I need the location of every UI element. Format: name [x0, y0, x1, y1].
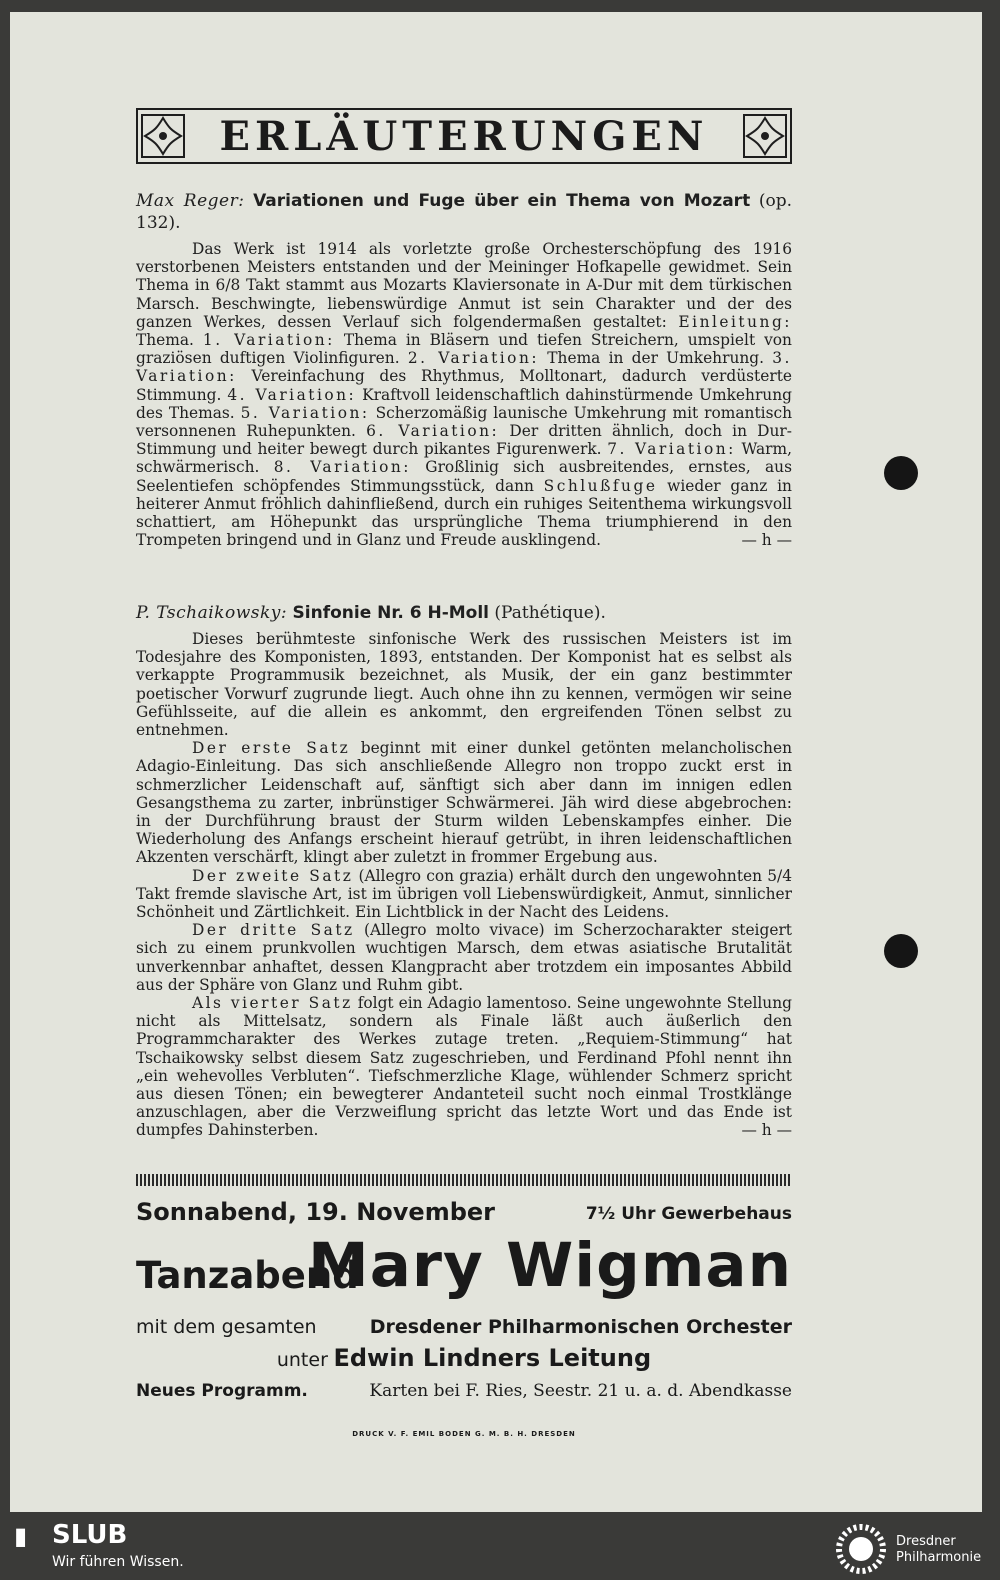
event-performer: Mary Wigman: [308, 1230, 792, 1301]
tschaikowsky-section: [136, 602, 792, 1140]
ornament-right-icon: [740, 110, 790, 162]
footer-bar: [0, 1518, 1000, 1580]
reger-composer: Max Reger:: [136, 191, 245, 211]
slub-label: SLUB: [52, 1520, 128, 1550]
ornament-left-icon: [138, 110, 188, 162]
satz-2-paragraph: Der zweite Satz (Allegro con grazia) erhält durch den ungewohnten 5/4 Takt fremde slavische Art, ist im übrigen voll Liebenswürdigkeit, Anmut, sinnlicher Schönheit und Zärtlichkeit. Ein Lichtblick in der Nacht des Leidens.: [136, 866, 792, 922]
reger-opus: (op. 132).: [136, 191, 792, 233]
punch-hole-top: [884, 456, 918, 490]
reger-heading: [136, 190, 792, 234]
philharmonie-label-2: Philharmonie: [896, 1550, 982, 1565]
program-note: Neues Programm.: [136, 1381, 308, 1401]
satz-4-paragraph: Als vierter Satz folgt ein Adagio lamentoso. Seine ungewohnte Stellung nicht als Mittelsatz, sondern als Finale läßt auch äußerlich den Programmcharakter des Werkes zutage treten. „Requiem-Stimmung“ hat Tschaikowsky selbst diesem Satz zugeschrieben, und Ferdinand Pfohl nennt ihn „ein wehevolles Verbluten“. Tiefschmerzliche Klage, wühlender Schmerz spricht aus diesen Tönen; ein bewegterer Andanteteil sucht noch einmal Trostklänge anzuschlagen, aber die Verzweiflung spricht das letzte Wort und das Ende ist dumpfes Dahinsterben. — h —: [136, 994, 792, 1140]
conductor-line: [136, 1344, 792, 1378]
philharmonie-label-1: Dresdner: [896, 1534, 956, 1549]
event-title-line: [136, 1230, 792, 1314]
tschaikowsky-signature: — h —: [741, 1121, 792, 1140]
slub-slogan: Wir führen Wissen.: [52, 1554, 184, 1570]
tschaikowsky-subtitle: (Pathétique).: [494, 603, 606, 623]
ticket-info: Karten bei F. Ries, Seestr. 21 u. a. d. Abendkasse: [369, 1381, 792, 1401]
reger-section: [136, 190, 792, 549]
event-date-line: [136, 1198, 792, 1232]
punch-hole-bottom: [884, 934, 918, 968]
tickets-line: [136, 1381, 792, 1405]
tschaikowsky-intro: Dieses berühmteste sinfonische Werk des russischen Meisters ist im Todesjahre des Komponisten, 1893, entstanden. Der Komponist hat es selbst als verkappte Programmusik bezeichnet, als Musik, der ein ganz bestimmter poetischer Vorwurf zugrunde liegt. Auch ohne ihn zu kennen, vermögen wir seine Gefühlsseite, auf die allein es ankommt, den ergreifenden Tönen selbst zu entnehmen.: [136, 630, 792, 740]
orchestra-prefix: mit dem gesamten: [136, 1316, 317, 1338]
philharmonie-logo-icon: [834, 1522, 888, 1576]
event-time-venue: 7½ Uhr Gewerbehaus: [585, 1204, 792, 1224]
printer-imprint: DRUCK V. F. EMIL BODEN G. M. B. H. DRESDEN: [352, 1430, 576, 1438]
slub-logo-icon: ▮: [14, 1522, 28, 1550]
tschaikowsky-work: Sinfonie Nr. 6 H-Moll: [292, 603, 490, 623]
event-date: Sonnabend, 19. November: [136, 1198, 496, 1226]
reger-signature: — h —: [741, 531, 792, 550]
orchestra-name: Dresdener Philharmonischen Orchester: [369, 1316, 792, 1338]
divider-rule: [136, 1174, 792, 1186]
tschaikowsky-heading: [136, 602, 792, 624]
event-tanzabend: Tanzabend: [136, 1254, 359, 1297]
satz-1-paragraph: Der erste Satz beginnt mit einer dunkel getönten melancholischen Adagio-Einleitung. Das sich anschließende Allegro non troppo zuckt erst in schmerzlicher Leidenschaft auf, sänftigt sich aber dann im innigen edlen Gesangsthema zu zarter, inbrünstiger Schwärmerei. Jäh wird diese abgebrochen: in der Durchführung braust der Sturm wilden Lebenskampfes einher. Die Wiederholung des Anfangs erscheint hierauf getrübt, in ihren leidenschaftlichen Akzenten verschärft, klingt aber zuletzt in frommer Ergebung aus.: [136, 739, 792, 867]
conductor-prefix: unter: [276, 1349, 328, 1371]
page-title: ERLÄUTERUNGEN: [219, 112, 709, 160]
reger-work: Variationen und Fuge über ein Thema von Mozart: [253, 191, 751, 211]
conductor-name: Edwin Lindners Leitung: [333, 1344, 652, 1372]
satz-3-paragraph: Der dritte Satz (Allegro molto vivace) im Scherzocharakter steigert sich zu einem prunkvollen wuchtigen Marsch, dem etwas asiatische Brutalität unverkennbar anhaftet, dessen Klangpracht aber trotzdem ein imposantes Abbild aus der Sphäre von Glanz und Ruhm gibt.: [136, 921, 792, 994]
orchestra-line: [136, 1316, 792, 1342]
reger-paragraph: Das Werk ist 1914 als vorletzte große Orchesterschöpfung des 1916 verstorbenen Meisters entstanden und der Meininger Hofkapelle gewidmet. Sein Thema in 6/8 Takt stammt aus Mozarts Klaviersonate in A-Dur mit dem türkischen Marsch. Beschwingte, liebenswürdige Anmut ist sein Charakter und der des ganzen Werkes, dessen Verlauf sich folgendermaßen gestaltet: Einleitung: Thema. 1. Variation: Thema in Bläsern und tiefen Streichern, umspielt von graziösen duftigen Violinfiguren. 2. Variation: Thema in der Umkehrung. 3. Variation: Vereinfachung des Rhythmus, Molltonart, dadurch verdüsterte Stimmung. 4. Variation: Kraftvoll leidenschaftlich dahinstürmende Umkehrung des Themas. 5. Variation: Scherzomäßig launische Umkehrung mit romantisch versonnenen Ruhepunkten. 6. Variation: Der dritten ähnlich, doch in Dur-Stimmung und heiter bewegt durch pikantes Figurenwerk. 7. Variation: Warm, schwärmerisch. 8. Variation: Großlinig sich ausbreitendes, ernstes, aus Seelentiefen schöpfendes Stimmungsstück, dann Schlußfuge wieder ganz in heiterer Anmut fröhlich dahinfließend, durch ein ruhiges Seitenthema wirkungsvoll schattiert, am Höhepunkt das ursprüngliche Thema triumphierend in den Trompeten bringend und in Glanz und Freude ausklingend. — h —: [136, 240, 792, 550]
tschaikowsky-composer: P. Tschaikowsky:: [136, 603, 288, 623]
header-box: [136, 108, 792, 164]
